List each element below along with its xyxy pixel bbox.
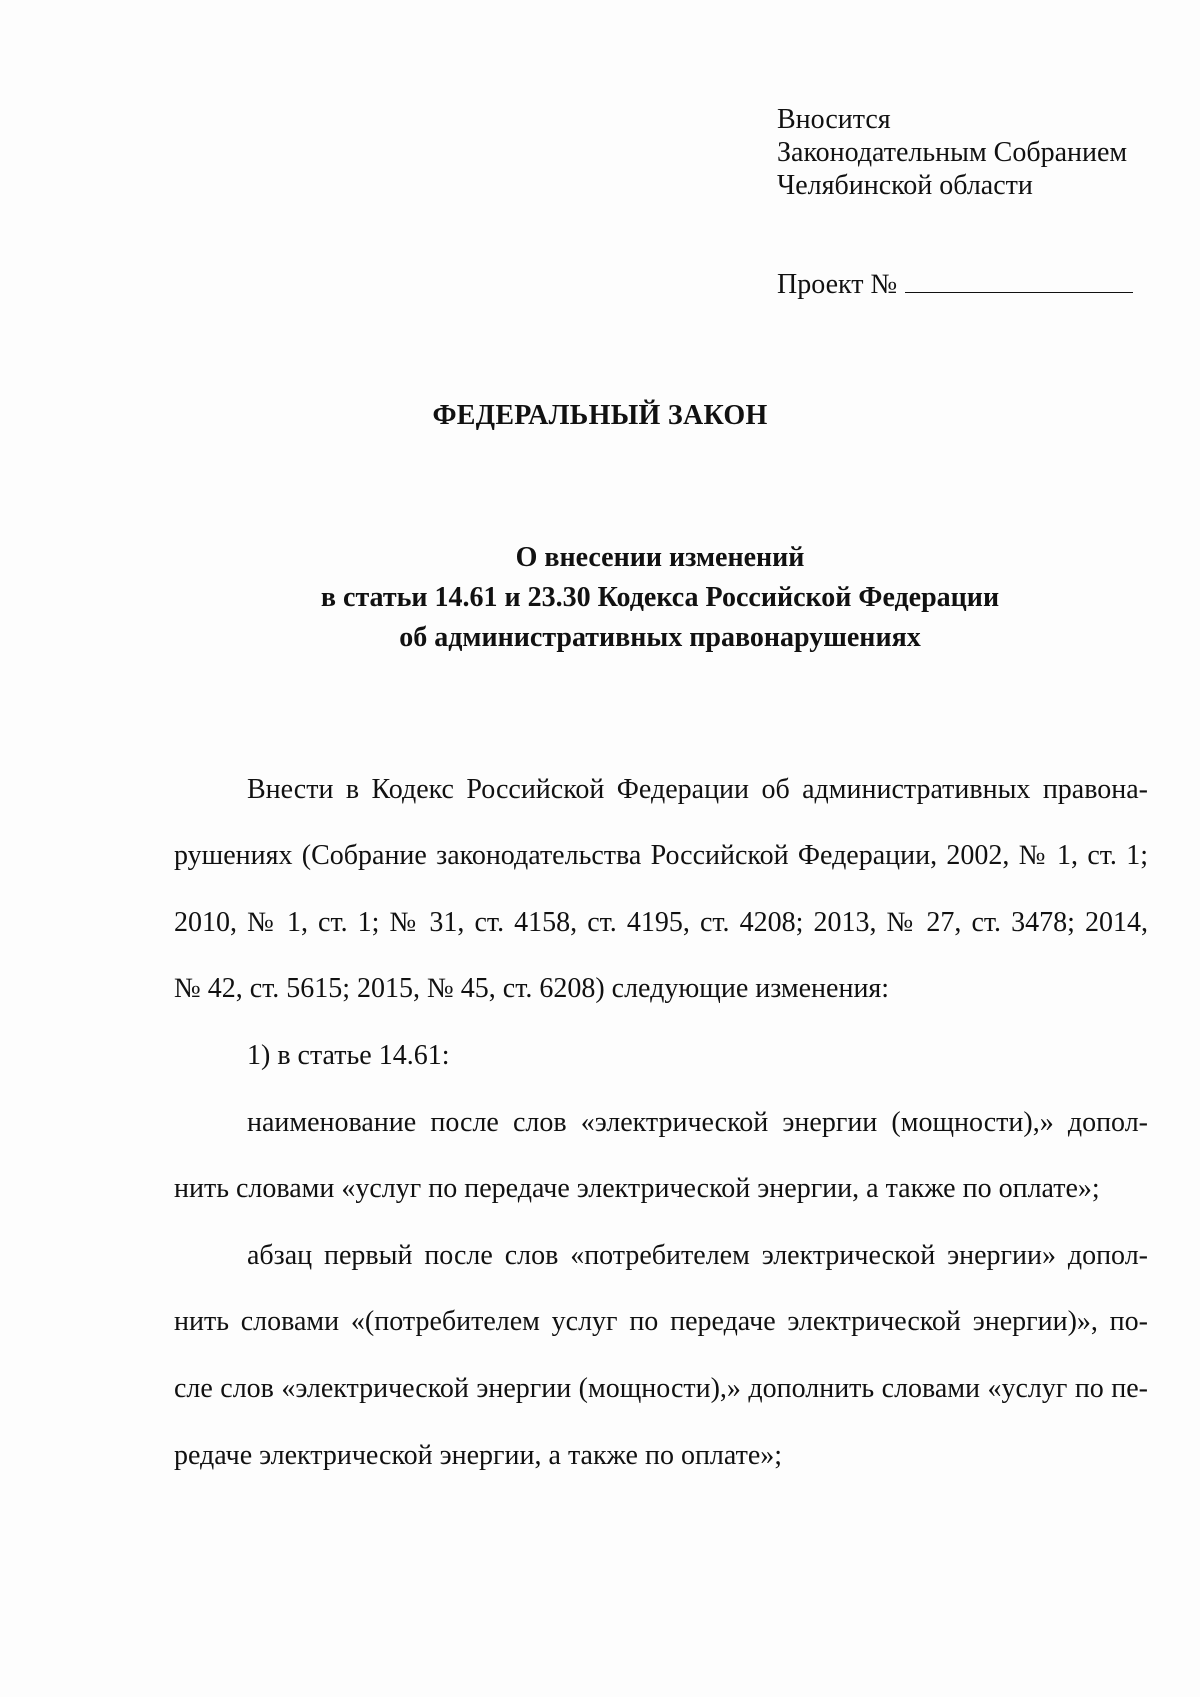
submitter-block (777, 103, 1127, 202)
subject-line: в статьи 14.61 и 23.30 Кодекса Российской Федерации (320, 582, 1000, 613)
project-number-blank (905, 270, 1133, 293)
submitter-line: Вносится (777, 104, 891, 135)
submitter-line: Законодательным Собранием (777, 137, 1128, 168)
body-line: № 42, ст. 5615; 2015, № 45, ст. 6208) следующие изменения: (174, 973, 890, 1004)
document-subject (0, 538, 1200, 658)
body-line: редаче электрической энергии, а также по оплате»; (174, 1440, 783, 1471)
body-line: нить словами «услуг по передаче электрической энергии, а также по оплате»; (174, 1173, 1100, 1204)
body-line: нить словами «(потребителем услуг по передаче электрической энергии)», по- (174, 1306, 1148, 1337)
project-label: Проект № (777, 269, 898, 300)
body-line: рушениях (Собрание законодательства Российской Федерации, 2002, № 1, ст. 1; (174, 840, 1148, 871)
body-line: 2010, № 1, ст. 1; № 31, ст. 4158, ст. 4195, ст. 4208; 2013, № 27, ст. 3478; 2014, (174, 907, 1148, 938)
project-number (777, 268, 1133, 301)
body-line: наименование после слов «электрической энергии (мощности),» допол- (247, 1107, 1148, 1138)
body-line: Внести в Кодекс Российской Федерации об административных правона- (247, 774, 1148, 805)
body-line: сле слов «электрической энергии (мощности),» дополнить словами «услуг по пе- (174, 1373, 1148, 1404)
submitter-line: Челябинской области (777, 170, 1033, 201)
document-type-title: ФЕДЕРАЛЬНЫЙ ЗАКОН (432, 400, 768, 431)
list-item-line: 1) в статье 14.61: (247, 1040, 450, 1071)
body-line: абзац первый после слов «потребителем электрической энергии» допол- (247, 1240, 1148, 1271)
subject-line: об административных правонарушениях (399, 622, 921, 653)
subject-line: О внесении изменений (515, 542, 805, 573)
